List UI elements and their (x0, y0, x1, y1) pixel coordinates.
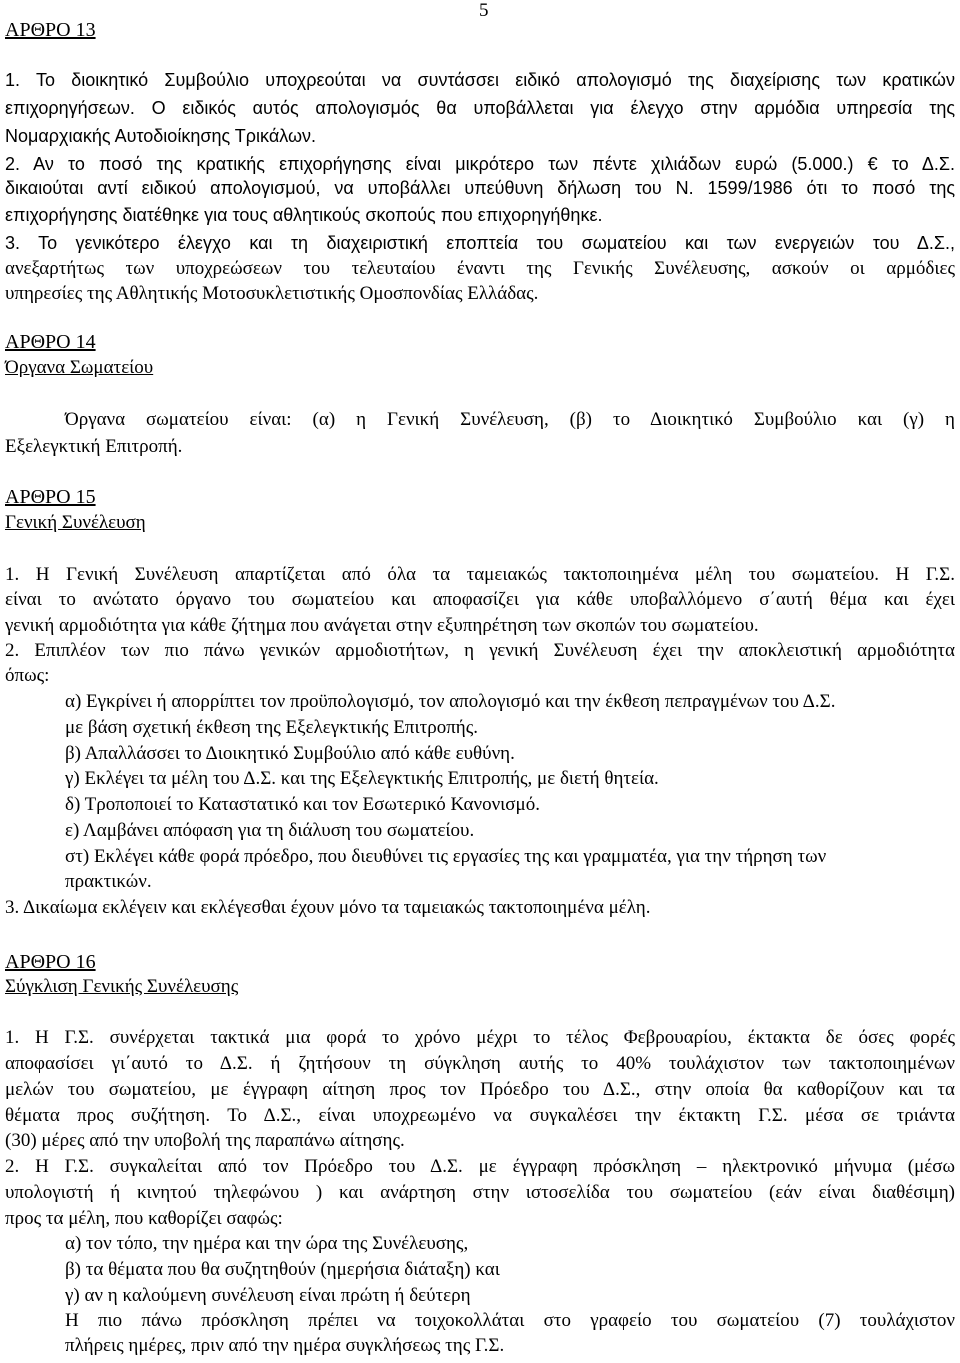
paragraph-line: (30) μέρες από την υποβολή της παραπάνω αίτησης. (5, 1130, 405, 1151)
article-15-heading: ΑΡΘΡΟ 15 (5, 486, 96, 508)
paragraph-line: επιχορήγησης διατέθηκε για τους αθλητικούς σκοπούς που επιχορηγήθηκε. (5, 205, 603, 225)
list-item: πρακτικών. (65, 871, 152, 892)
list-item: γ) αν η καλούμενη συνέλευση είναι πρώτη ή δεύτερη (65, 1285, 471, 1306)
list-item: γ) Εκλέγει τα μέλη του Δ.Σ. και της Εξελεγκτικής Επιτροπής, με διετή θητεία. (65, 768, 659, 789)
paragraph-line: ανεξαρτήτως των υποχρεώσεων του τελευταίου έναντι της Γενικής Συνέλευσης, ασκούν οι αρμόδιες (5, 258, 955, 279)
article-14-subtitle: Όργανα Σωματείου (5, 357, 154, 378)
paragraph-line: Η πιο πάνω πρόσκληση πρέπει να τοιχοκολλάται στο γραφείο του σωματείου (7) τουλάχιστον (65, 1310, 955, 1331)
article-16-heading: ΑΡΘΡΟ 16 (5, 951, 96, 973)
paragraph-line: 2. Η Γ.Σ. συγκαλείται από τον Πρόεδρο του Δ.Σ. με έγγραφη πρόσκληση – ηλεκτρονικό μήνυμα (μέσω (5, 1156, 955, 1177)
paragraph-line: 1. Το διοικητικό Συμβούλιο υποχρεούται να συντάσσει ειδικό απολογισμό της διαχείρισης των κρατικών (5, 70, 955, 90)
paragraph-line: 1. Η Γενική Συνέλευση απαρτίζεται από όλα τα ταμειακώς τακτοποιημένα μέλη του σωματείου. Η Γ.Σ. (5, 564, 955, 585)
list-item: με βάση σχετική έκθεση της Εξελεγκτικής Επιτροπής. (65, 717, 479, 738)
paragraph-line: 1. Η Γ.Σ. συνέρχεται τακτικά μια φορά το χρόνο μέχρι το τέλος Φεβρουαρίου, έκτακτα δε όσες φορές (5, 1027, 955, 1048)
article-13-heading: ΑΡΘΡΟ 13 (5, 19, 96, 41)
paragraph-line: 3. Δικαίωμα εκλέγειν και εκλέγεσθαι έχουν μόνο τα ταμειακώς τακτοποιημένα μέλη. (5, 897, 651, 918)
paragraph-line: υπηρεσίες της Αθλητικής Μοτοσυκλετιστικής Ομοσπονδίας Ελλάδας. (5, 283, 539, 304)
paragraph-line: Όργανα σωματείου είναι: (α) η Γενική Συνέλευση, (β) το Διοικητικό Συμβούλιο και (γ) η (65, 409, 955, 430)
paragraph-line: όπως: (5, 665, 50, 686)
paragraph-line: δικαιούται αντί ειδικού απολογισμού, να υποβάλλει υπεύθυνη δήλωση του Ν. 1599/1986 ότι το ποσό της (5, 178, 955, 198)
list-item: α) Εγκρίνει ή απορρίπτει τον προϋπολογισμό, τον απολογισμό και την έκθεση πεπραγμένων του Δ.Σ. (65, 691, 836, 712)
list-item: β) Απαλλάσσει το Διοικητικό Συμβούλιο από κάθε ευθύνη. (65, 743, 515, 764)
paragraph-line: μελών του σωματείου, με έγγραφη αίτηση προς τον Πρόεδρο του Δ.Σ., στην οποία θα καθορίζουν και τα (5, 1079, 955, 1100)
paragraph-line: Εξελεγκτική Επιτροπή. (5, 436, 183, 457)
paragraph-line: προς τα μέλη, που καθορίζει σαφώς: (5, 1208, 283, 1229)
paragraph-line: αποφασίσει γι΄αυτό το Δ.Σ. ή ζητήσουν τη σύγκληση αυτής το 40% τουλάχιστον των τακτοποιημένων (5, 1053, 955, 1074)
paragraph-line: 2. Επιπλέον των πιο πάνω γενικών αρμοδιοτήτων, η γενική Συνέλευση έχει την αποκλειστική αρμοδιότητα (5, 640, 955, 661)
paragraph-line: είναι το ανώτατο όργανο του σωματείου και αποφασίζει για κάθε υποβαλλόμενο σ΄αυτή θέμα και έχει (5, 589, 955, 610)
article-15-subtitle: Γενική Συνέλευση (5, 512, 146, 533)
page-number: 5 (479, 0, 489, 21)
paragraph-line: Νομαρχιακής Αυτοδιοίκησης Τρικάλων. (5, 126, 317, 146)
list-item: ε) Λαμβάνει απόφαση για τη διάλυση του σωματείου. (65, 820, 475, 841)
list-item: στ) Εκλέγει κάθε φορά πρόεδρο, που διευθύνει τις εργασίες της και γραμματέα, για την τήρηση των (65, 846, 827, 867)
paragraph-line: υπολογιστή ή κινητού τηλεφώνου ) και ανάρτηση στην ιστοσελίδα του σωματείου (εάν είναι διαθέσιμη) (5, 1182, 955, 1203)
list-item: β) τα θέματα που θα συζητηθούν (ημερήσια διάταξη) και (65, 1259, 500, 1280)
paragraph-line: θέματα προς συζήτηση. Το Δ.Σ., είναι υποχρεωμένο να συγκαλέσει την έκτακτη Γ.Σ. μέσα σε τριάντα (5, 1105, 955, 1126)
paragraph-line: επιχορηγήσεων. Ο ειδικός αυτός απολογισμός θα υποβάλλεται για έλεγχο στην αρμόδια υπηρεσία της (5, 98, 955, 118)
list-item: δ) Τροποποιεί το Καταστατικό και τον Εσωτερικό Κανονισμό. (65, 794, 540, 815)
paragraph-line: πλήρεις ημέρες, πριν από την ημέρα συγκλήσεως της Γ.Σ. (65, 1335, 505, 1356)
article-14-heading: ΑΡΘΡΟ 14 (5, 331, 96, 353)
paragraph-line: 3. Το γενικότερο έλεγχο και τη διαχειριστική εποπτεία του σωματείου και των ενεργειών του Δ.Σ., (5, 233, 955, 253)
paragraph-line: 2. Αν το ποσό της κρατικής επιχορήγησης είναι μικρότερο των πέντε χιλιάδων ευρώ (5.000.) € το Δ.Σ. (5, 154, 955, 174)
paragraph-line: γενική αρμοδιότητα για κάθε ζήτημα που ανάγεται στην εξυπηρέτηση των σκοπών του σωματείου. (5, 615, 759, 636)
article-16-subtitle: Σύγκλιση Γενικής Συνέλευσης (5, 976, 239, 997)
list-item: α) τον τόπο, την ημέρα και την ώρα της Συνέλευσης, (65, 1233, 469, 1254)
